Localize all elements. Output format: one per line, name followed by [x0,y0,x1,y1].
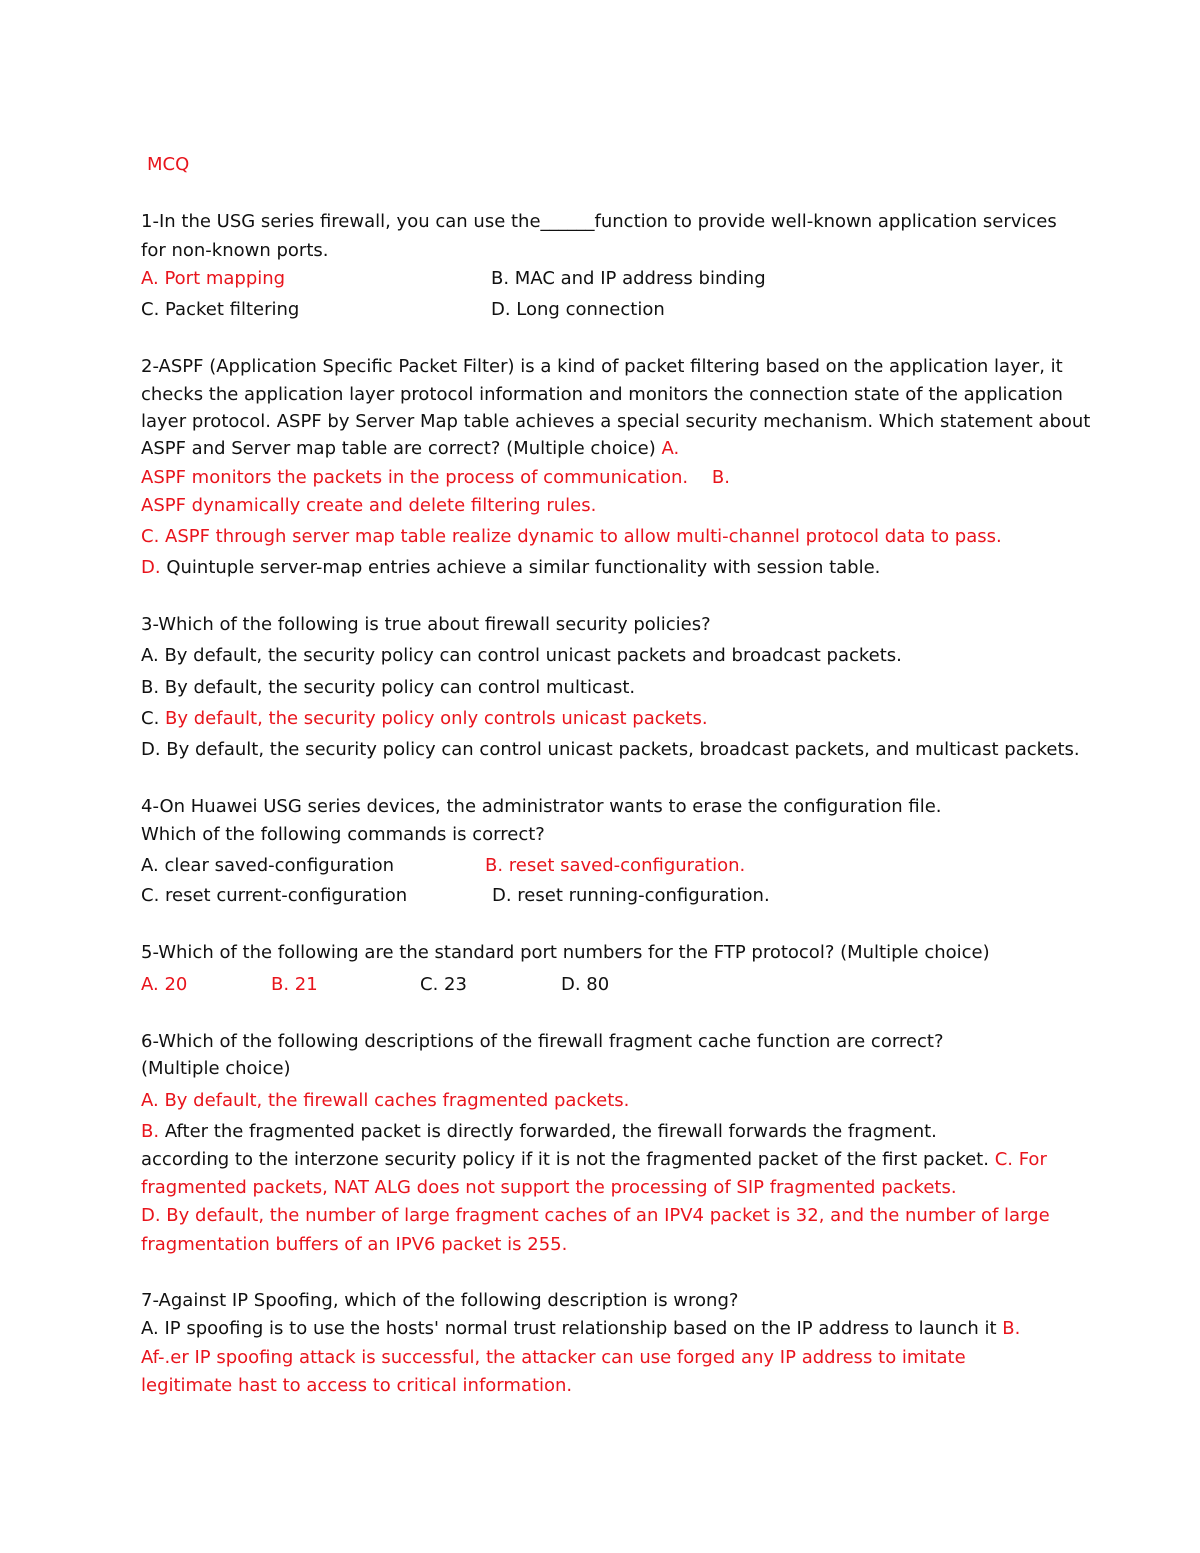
q4-text-line1: 4-On Huawei USG series devices, the administrator wants to erase the configuration file. [141,796,942,817]
q4-text-line2: Which of the following commands is correct? [141,824,545,845]
q3-option-c-text: By default, the security policy only controls unicast packets. [165,708,708,729]
q6-option-b-continuation: according to the interzone security policy if it is not the fragmented packet of the first packet. [141,1149,989,1170]
q1-option-b: B. MAC and IP address binding [491,268,766,289]
q2-option-a-line [141,466,730,490]
q3-option-c [141,707,708,731]
q5-option-a: A. 20 [141,974,188,995]
q2-text-line2: checks the application layer protocol information and monitors the connection state of the application [141,384,1063,405]
q2-text-line4 [141,437,679,461]
q2-option-d-text: Quintuple server-map entries achieve a similar functionality with session table. [166,557,881,578]
q3-option-b: B. By default, the security policy can control multicast. [141,677,636,698]
q2-text-line3: layer protocol. ASPF by Server Map table achieves a special security mechanism. Which statement about [141,411,1091,432]
q6-option-b-letter: B. [141,1121,160,1142]
q2-option-a-letter: A. [661,438,680,459]
q3-text: 3-Which of the following is true about firewall security policies? [141,614,711,635]
q6-option-b-line2 [141,1148,1047,1172]
q6-option-c-text: fragmented packets, NAT ALG does not support the processing of SIP fragmented packets. [141,1177,957,1198]
q5-option-d: D. 80 [561,974,610,995]
q7-text: 7-Against IP Spoofing, which of the following description is wrong? [141,1290,739,1311]
q6-option-d-line2: fragmentation buffers of an IPV6 packet is 255. [141,1234,568,1255]
q5-text: 5-Which of the following are the standard port numbers for the FTP protocol? (Multiple choice) [141,942,990,963]
q2-question-end: ASPF and Server map table are correct? (Multiple choice) [141,438,656,459]
q4-option-d: D. reset running-configuration. [492,885,770,906]
q2-option-b-text: ASPF dynamically create and delete filtering rules. [141,495,597,516]
q3-option-d: D. By default, the security policy can control unicast packets, broadcast packets, and multicast packets. [141,739,1080,760]
q7-option-a-text: A. IP spoofing is to use the hosts' normal trust relationship based on the IP address to launch it [141,1318,997,1339]
q3-option-c-letter: C. [141,708,160,729]
q2-text-line1: 2-ASPF (Application Specific Packet Filter) is a kind of packet filtering based on the application layer, it [141,356,1063,377]
q4-option-b: B. reset saved-configuration. [485,855,746,876]
page-heading: MCQ [147,154,190,175]
q1-option-a: A. Port mapping [141,268,286,289]
q6-option-b-text: After the fragmented packet is directly forwarded, the firewall forwards the fragment. [164,1121,937,1142]
q6-option-c-start: C. For [994,1149,1047,1170]
q1-option-d: D. Long connection [491,299,665,320]
q6-option-b [141,1120,937,1144]
q4-option-c: C. reset current-configuration [141,885,408,906]
q1-option-c: C. Packet filtering [141,299,300,320]
q2-option-d [141,556,880,580]
q5-option-c: C. 23 [420,974,467,995]
q7-option-b-line2: legitimate hast to access to critical information. [141,1375,573,1396]
q1-text-line1: 1-In the USG series firewall, you can use the______function to provide well-known application services [141,211,1057,232]
q1-text-line2: for non-known ports. [141,240,329,261]
q7-option-b-letter: B. [1002,1318,1021,1339]
q2-option-a-text: ASPF monitors the packets in the process of communication. [141,467,689,488]
q2-option-d-letter: D. [141,557,161,578]
q2-option-b-letter: B. [711,467,730,488]
q5-option-b: B. 21 [271,974,318,995]
q4-option-a: A. clear saved-configuration [141,855,395,876]
q6-text-line2: (Multiple choice) [141,1058,291,1079]
q6-option-a: A. By default, the firewall caches fragmented packets. [141,1090,630,1111]
q2-option-c: C. ASPF through server map table realize dynamic to allow multi-channel protocol data to pass. [141,526,1002,547]
q6-text-line1: 6-Which of the following descriptions of the firewall fragment cache function are correct? [141,1031,944,1052]
q7-option-a [141,1317,1020,1341]
q3-option-a: A. By default, the security policy can control unicast packets and broadcast packets. [141,645,902,666]
q6-option-d-line1: D. By default, the number of large fragment caches of an IPV4 packet is 32, and the number of large [141,1205,1050,1226]
q7-option-b-line1: Af-.er IP spoofing attack is successful, the attacker can use forged any IP address to imitate [141,1347,966,1368]
